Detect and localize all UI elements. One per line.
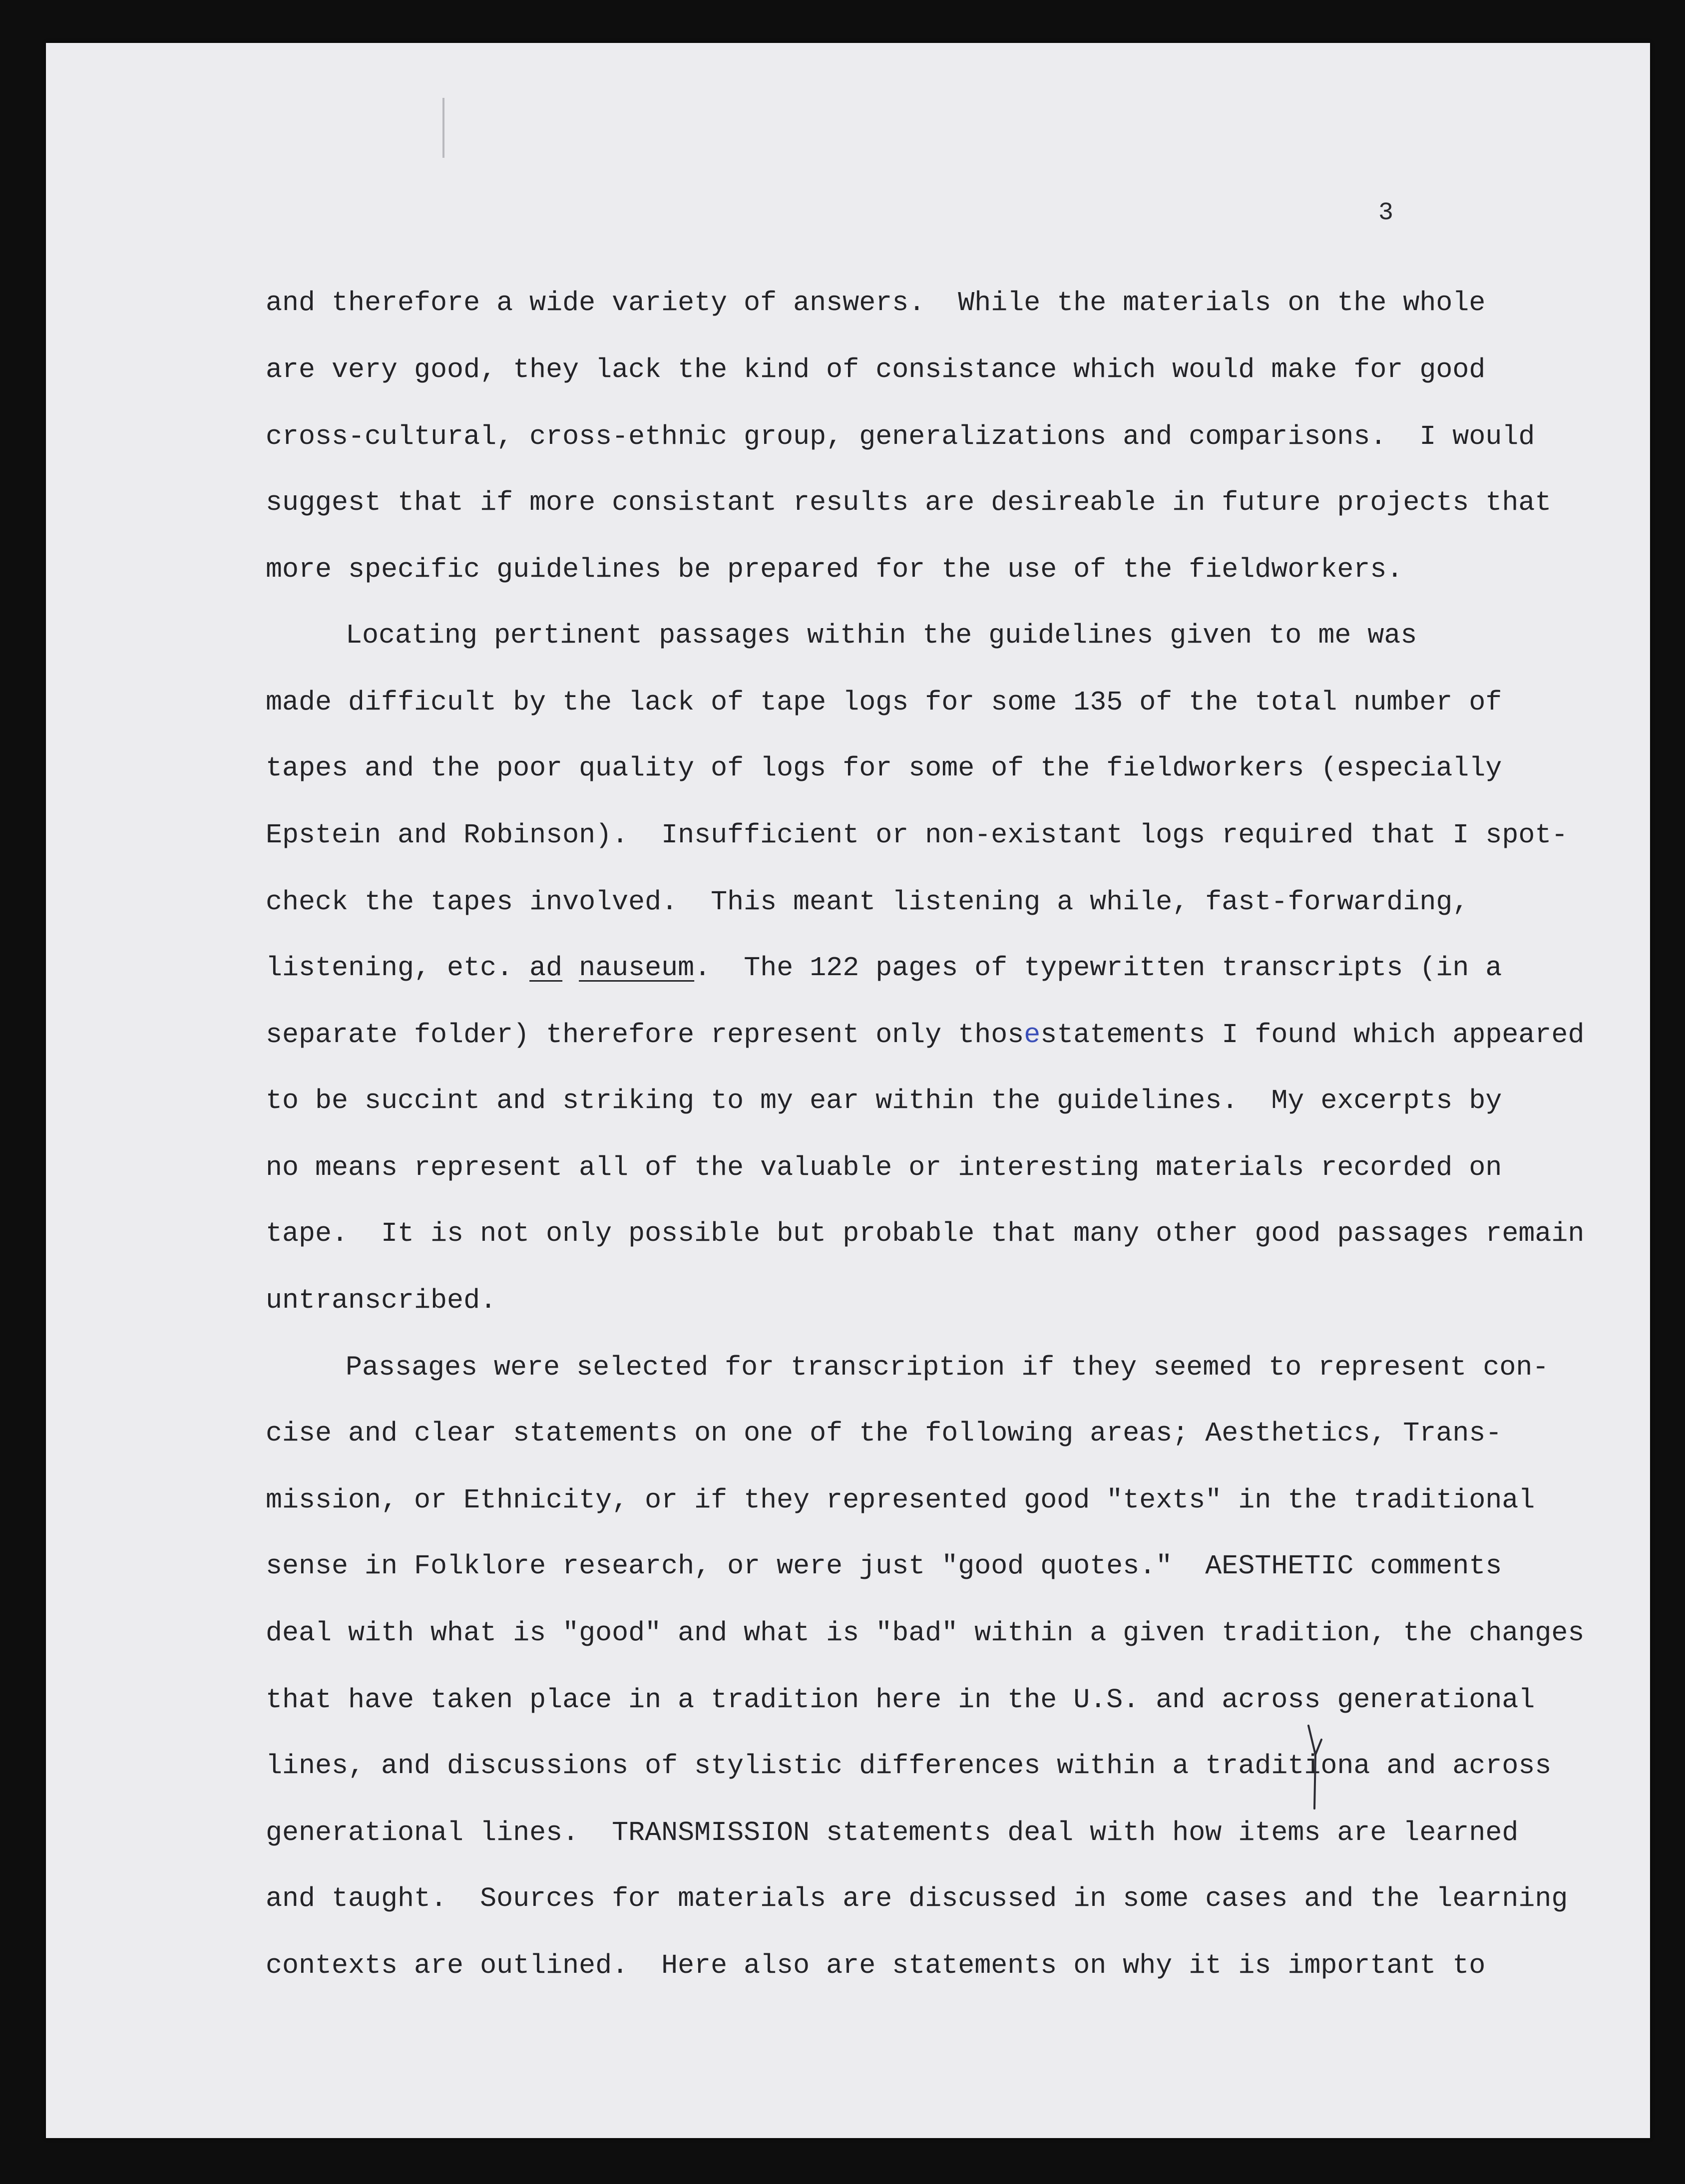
text-segment: separate folder) therefore represent only thos — [266, 1019, 1024, 1051]
text-line: and taught. Sources for materials are discussed in some cases and the learning — [266, 1883, 1568, 1914]
text-segment — [562, 952, 579, 984]
text-segment: . The 122 pages of typewritten transcripts (in a — [694, 952, 1502, 984]
text-line: untranscribed. — [266, 1285, 497, 1316]
underlined-word: nauseum — [579, 952, 695, 984]
typewritten-page — [46, 43, 1650, 2138]
text-line: contexts are outlined. Here also are statements on why it is important to — [266, 1950, 1486, 1981]
text-line: and therefore a wide variety of answers. While the materials on the whole — [266, 287, 1486, 319]
text-line: generational lines. TRANSMISSION statements deal with how items are learned — [266, 1817, 1519, 1848]
text-line: sense in Folklore research, or were just "good quotes." AESTHETIC comments — [266, 1550, 1502, 1582]
text-line: suggest that if more consistant results are desireable in future projects that — [266, 487, 1552, 518]
text-line: cise and clear statements on one of the following areas; Aesthetics, Trans- — [266, 1418, 1502, 1449]
text-segment: statements I found which appeared — [1040, 1019, 1585, 1051]
text-line — [266, 1018, 1584, 1053]
text-line: deal with what is "good" and what is "bad" within a given tradition, the changes — [266, 1617, 1585, 1649]
text-segment: listening, etc. — [266, 952, 530, 984]
text-line: check the tapes involved. This meant listening a while, fast-forwarding, — [266, 886, 1469, 918]
handwritten-insertion-mark — [1304, 1725, 1324, 1810]
text-line — [266, 951, 1502, 986]
text-line: are very good, they lack the kind of consistance which would make for good — [266, 354, 1486, 385]
text-line: Epstein and Robinson). Insufficient or non-existant logs required that I spot- — [266, 819, 1568, 851]
text-line: to be succint and striking to my ear within the guidelines. My excerpts by — [266, 1085, 1502, 1116]
margin-mark — [442, 98, 444, 158]
text-line: made difficult by the lack of tape logs for some 135 of the total number of — [266, 687, 1502, 718]
text-line: tapes and the poor quality of logs for some of the fieldworkers (especially — [266, 752, 1502, 784]
text-line: cross-cultural, cross-ethnic group, generalizations and comparisons. I would — [266, 421, 1535, 452]
text-line: lines, and discussions of stylistic differences within a traditiona and across — [266, 1750, 1552, 1782]
insertion-stroke — [1308, 1726, 1321, 1809]
underlined-word: ad — [529, 952, 563, 984]
text-line: more specific guidelines be prepared for the use of the fieldworkers. — [266, 554, 1403, 585]
paragraph-start-line: Passages were selected for transcription if they seemed to represent con- — [346, 1352, 1549, 1383]
page-number: 3 — [1378, 199, 1394, 227]
text-line: mission, or Ethnicity, or if they represented good "texts" in the traditional — [266, 1484, 1535, 1516]
text-line: no means represent all of the valuable or interesting materials recorded on — [266, 1152, 1502, 1183]
text-line: tape. It is not only possible but probable that many other good passages remain — [266, 1218, 1585, 1249]
paragraph-start-line: Locating pertinent passages within the guidelines given to me was — [346, 620, 1417, 651]
text-line: that have taken place in a tradition here in the U.S. and across generational — [266, 1684, 1535, 1716]
handwritten-correction: e — [1024, 1019, 1041, 1051]
